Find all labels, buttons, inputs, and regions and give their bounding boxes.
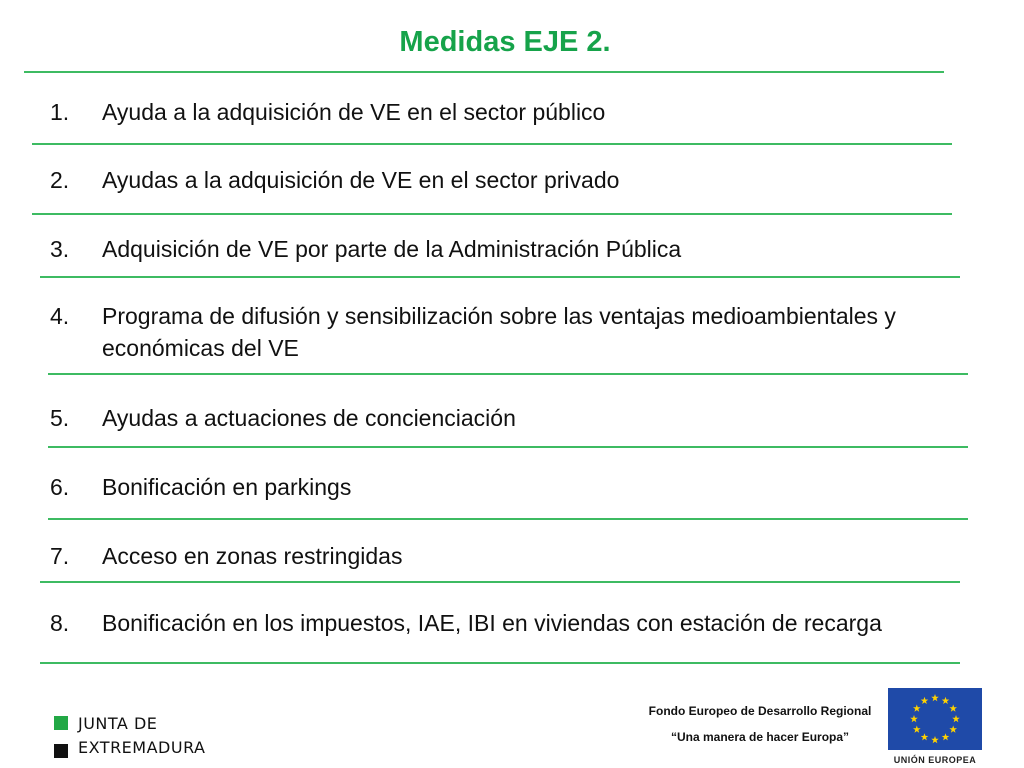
black-square-icon <box>54 744 68 758</box>
eu-star-icon <box>910 715 918 722</box>
list-item-number: 1. <box>50 99 70 125</box>
list-item <box>50 300 980 364</box>
list-item <box>50 233 980 265</box>
item-divider <box>40 276 960 278</box>
eu-star-icon <box>921 733 929 740</box>
item-divider <box>48 373 968 375</box>
list-item <box>50 164 980 196</box>
list-item <box>50 540 980 572</box>
list-item-text: Acceso en zonas restringidas <box>102 543 403 569</box>
list-item-text: Bonificación en parkings <box>102 474 352 500</box>
list-item-text: Bonificación en los impuestos, IAE, IBI en viviendas con estación de recarga <box>102 610 882 636</box>
list-item-number: 4. <box>50 303 70 329</box>
item-divider <box>48 446 968 448</box>
eu-stars-icon <box>888 688 982 750</box>
item-divider <box>40 662 960 664</box>
list-item-number: 6. <box>50 474 70 500</box>
eu-star-icon <box>952 715 960 722</box>
eu-star-icon <box>913 726 921 733</box>
list-item <box>50 402 980 434</box>
eu-star-icon <box>921 697 929 704</box>
list-item-number: 8. <box>50 610 70 636</box>
title-underline <box>24 71 944 73</box>
list-item <box>50 96 980 128</box>
list-item <box>50 471 980 503</box>
eu-flag-icon <box>888 688 982 750</box>
feder-motto: “Una manera de hacer Europa” <box>670 730 850 744</box>
slide-title: Medidas EJE 2. <box>399 26 611 58</box>
eu-star-icon <box>942 697 950 704</box>
item-divider <box>40 581 960 583</box>
list-item-text: Ayuda a la adquisición de VE en el sector público <box>102 99 606 125</box>
item-divider <box>32 143 952 145</box>
junta-name-line2: EXTREMADURA <box>78 738 206 757</box>
list-item-number: 2. <box>50 167 70 193</box>
list-item-text: Programa de difusión y sensibilización sobre las ventajas medioambientales y económicas del VE <box>102 303 896 361</box>
eu-star-icon <box>949 726 957 733</box>
list-item <box>50 607 980 639</box>
list-item-number: 7. <box>50 543 70 569</box>
list-item-text: Ayudas a la adquisición de VE en el sector privado <box>102 167 620 193</box>
eu-star-icon <box>913 705 921 712</box>
item-divider <box>32 213 952 215</box>
list-item-number: 5. <box>50 405 70 431</box>
eu-star-icon <box>931 736 939 743</box>
list-item-text: Ayudas a actuaciones de concienciación <box>102 405 516 431</box>
list-item-number: 3. <box>50 236 70 262</box>
item-divider <box>48 518 968 520</box>
eu-star-icon <box>949 705 957 712</box>
eu-star-icon <box>931 694 939 701</box>
list-item-text: Adquisición de VE por parte de la Administración Pública <box>102 236 682 262</box>
green-square-icon <box>54 716 68 730</box>
eu-caption: UNIÓN EUROPEA <box>893 755 977 765</box>
feder-fund-name: Fondo Europeo de Desarrollo Regional <box>648 704 872 718</box>
junta-name-line1: JUNTA DE <box>78 714 158 733</box>
eu-star-icon <box>942 733 950 740</box>
